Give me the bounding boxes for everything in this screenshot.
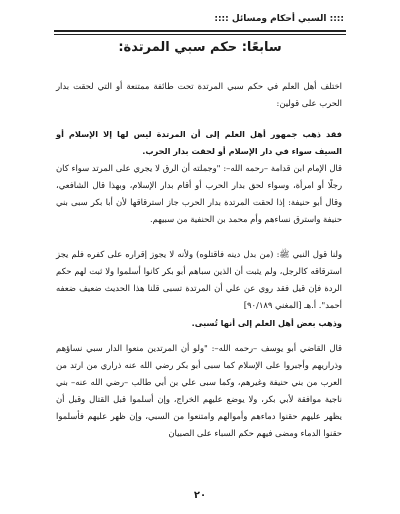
paragraph-opinion-one: فقد ذهب جمهور أهل العلم إلى أن المرتدة ليس لها إلا الإسلام أو السيف سواء في دار الإسلام أو لحقت بدار الحرب. [56,129,342,157]
header-rule [54,30,346,35]
paragraph-opinion-two: وذهب بعض أهل العلم إلى أنها تُسبى. [191,318,342,329]
paragraph-ibn-qudamah-quote: قال الإمام ابن قدامة –رحمه الله–: "وجملته أن الرق لا يجري على المرتد سواء كان رجلًا أو امرأة، وسواء لحق بدار الحرب أو أقام بدار الإسلام، وبهذا قال الشافعي، وقال أبو حنيفة: إذا لحقت المرتدة بدار الحرب جاز استرقاقها لأن أبا بكر سبى بني حنيفة واسترق نساءهم وأم محمد بن الحنفية من سبيهم. [56,163,342,225]
paragraph-intro: اختلف أهل العلم في حكم سبي المرتدة تحت طائفة ممتنعة أو التي لحقت بدار الحرب على قولين: [56,81,342,109]
paragraph-abu-yusuf-quote: قال القاضي أبو يوسف –رحمه الله–: "ولو أن المرتدين منعوا الدار سبي نساؤهم وذراريهم وأجبروا على الإسلام كما سبى أبو بكر رضي الله عنه ذراري من ارتد من العرب من بني حنيفة وغيرهم، وكما سبى علي بن أبي طالب –رضي الله عنه– بني ناجية موافقة لأبي بكر، ولا يوضع عليهم الخراج، وإن أسلموا قبل القتال وقبل أن يظهر عليهم حقنوا دماءهم وأموالهم وامتنعوا من السبي، وإن ظهر عليهم فأسلموا حقنوا الدماء ومضى فيهم حكم السباء على الصبيان [56,343,342,439]
section-heading: سابعًا: حكم سبي المرتدة: [118,40,282,55]
page-number: ٢٠ [193,490,207,501]
running-header: :::: السبي أحكام ومسائل :::: [214,14,344,24]
paragraph-hadith-argument: ولنا قول النبي ﷺ: (من بدل دينه فاقتلوه) ولأنه لا يجوز إقراره على كفره فلم يجز استرقاقه كالرجل، ولم يثبت أن الذين سباهم أبو بكر كانوا أسلموا ولا ثبت لهم حكم الردة فإن قيل فقد روي عن علي أن المرتدة تسبى قلنا هذا الحديث ضعيف ضعفه أحمد". أ.هـ [المغني ٩٠/١٨٩] [56,249,342,311]
